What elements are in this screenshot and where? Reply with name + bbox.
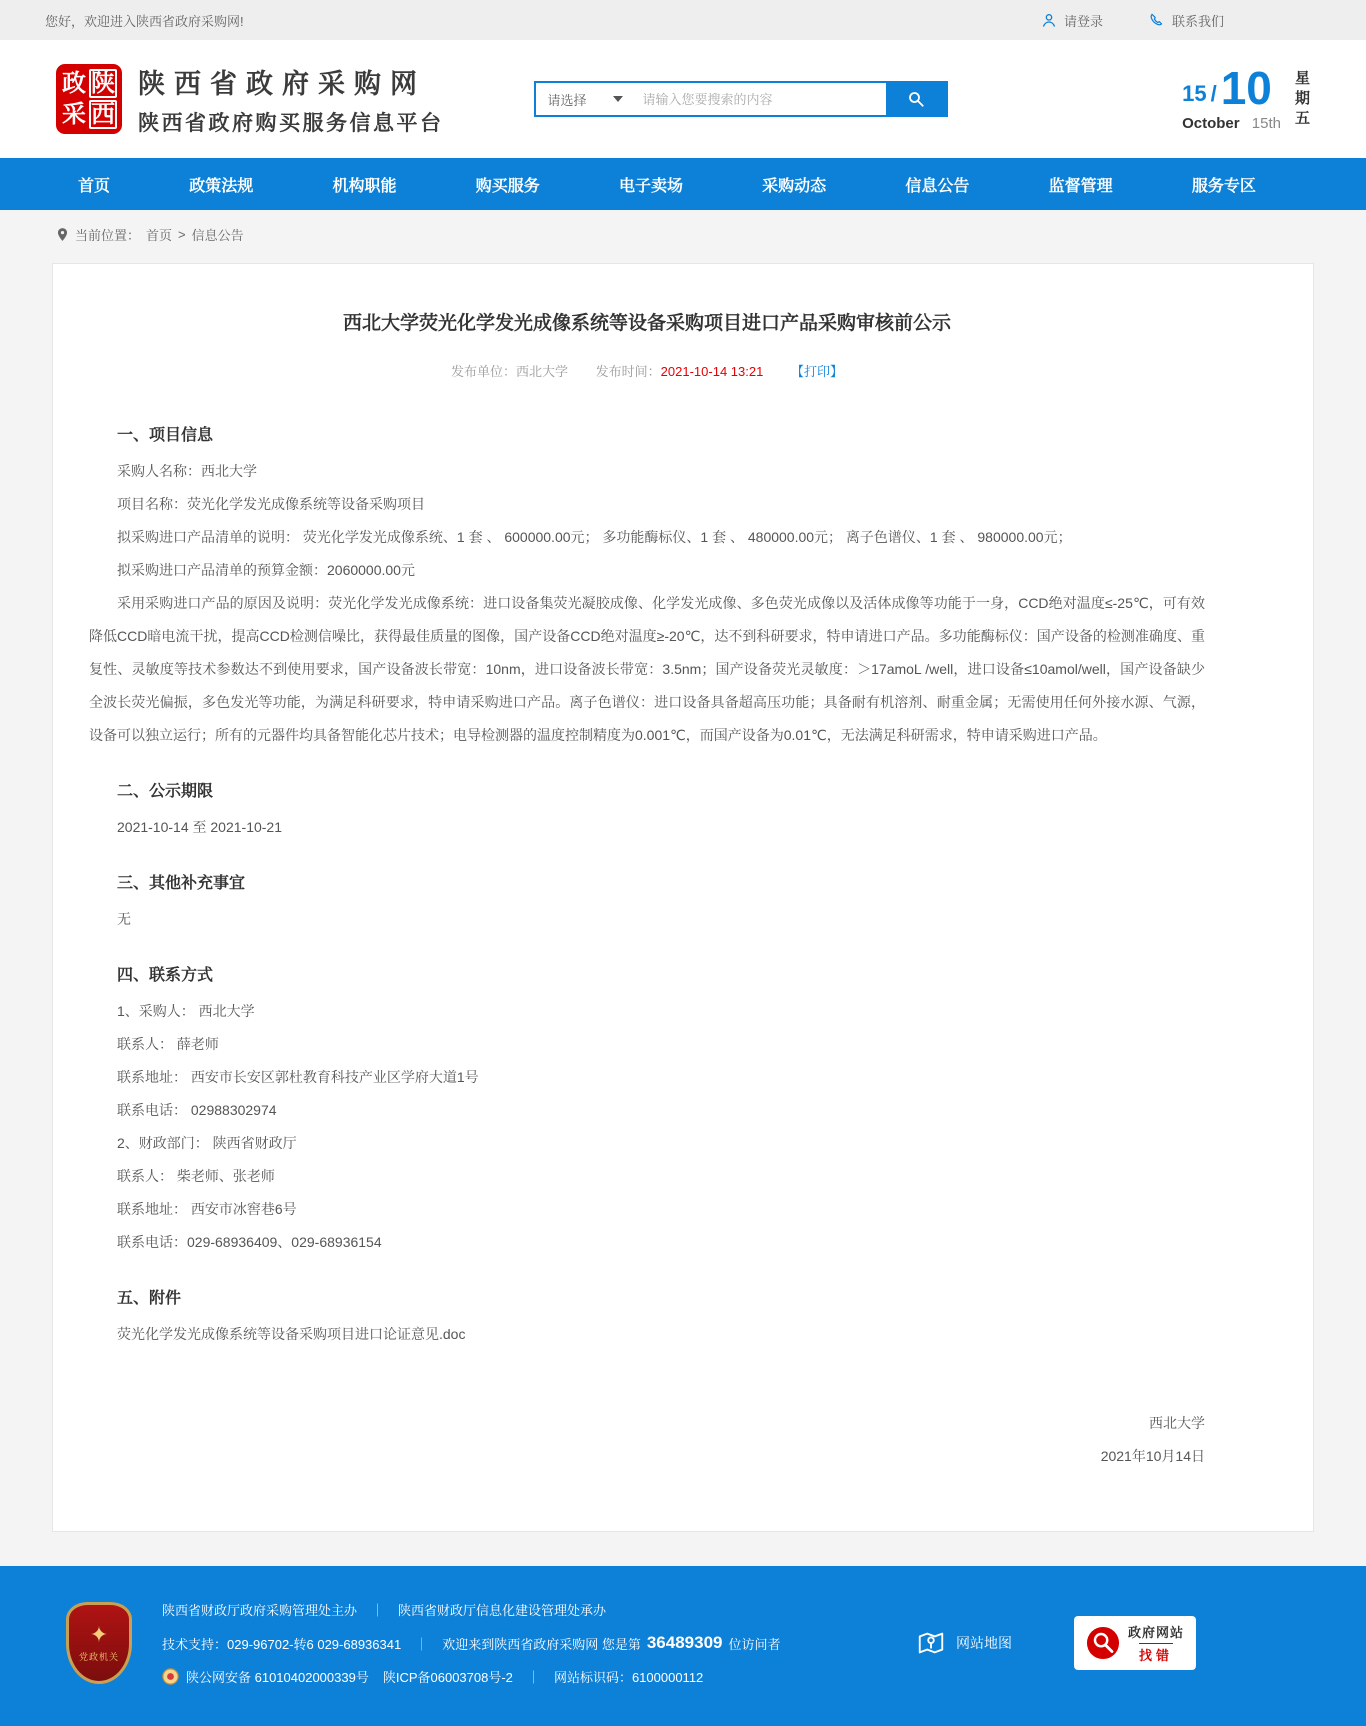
site-title: 陕西省政府采购网 bbox=[138, 68, 426, 99]
date-text bbox=[1182, 115, 1281, 132]
logo-char: 采 bbox=[62, 100, 86, 128]
login-label: 请登录 bbox=[1063, 13, 1103, 29]
footer-separator: ｜ bbox=[415, 1636, 429, 1652]
logo-char: 政 bbox=[62, 69, 86, 97]
contact-link[interactable] bbox=[1149, 11, 1224, 30]
section-other-matters bbox=[89, 870, 1205, 936]
date-slash: / bbox=[1210, 80, 1217, 106]
search-button[interactable] bbox=[886, 83, 946, 115]
nav-item-home[interactable]: 首页 bbox=[78, 177, 111, 195]
article-paragraph: 采用采购进口产品的原因及说明：荧光化学发光成像系统：进口设备集荧光凝胶成像、化学发光成像、多色荧光成像以及活体成像等功能于一身，CCD绝对温度≤-25℃，可有效降低CCD暗电流干扰，提高CCD检测信噪比，获得最佳质量的图像，国产设备CCD绝对温度≥-20℃，达不到科研要求，特申请进口产品。多功能酶标仪：国产设备的检测准确度、重复性、灵敏度等技术参数达不到使用要求，国产设备波长带宽：10nm，进口设备波长带宽：3.5nm；国产设备荧光灵敏度：＞17amoL /well，进口设备≤10amol/well，国产设备缺少全波长荧光偏振，多色发光等功能，为满足科研要求，特申请采购进口产品。离子色谱仪：进口设备具备超高压功能；具备耐有机溶剂、耐重金属；无需使用任何外接水源、气源，设备可以独立运行；所有的元器件均具备智能化芯片技术；电导检测器的温度控制精度为0.001℃，而国产设备为0.01℃，无法满足科研需求，特申请采购进口产品。 bbox=[89, 595, 1205, 743]
article-paragraph: 联系电话：029-68936409、029-68936154 bbox=[117, 1234, 382, 1250]
login-link[interactable] bbox=[1041, 11, 1103, 30]
footer-row-support bbox=[162, 1633, 781, 1653]
party-government-emblem bbox=[66, 1602, 132, 1684]
map-icon bbox=[916, 1628, 946, 1658]
signature-org: 西北大学 bbox=[1149, 1415, 1205, 1431]
article-paragraph: 采购人名称：西北大学 bbox=[117, 463, 257, 479]
breadcrumb-home-link[interactable]: 首页 bbox=[146, 228, 173, 243]
article-paragraph: 拟采购进口产品清单的说明： 荧光化学发光成像系统、1 套 、 600000.00元； 多功能酶标仪、1 套 、 480000.00元； 离子色谱仪、1 套 、 980000.00元； bbox=[117, 529, 1072, 545]
nav-item-announcements[interactable]: 信息公告 bbox=[905, 177, 970, 195]
article-body bbox=[53, 308, 1313, 1473]
gov-badge-text bbox=[1128, 1622, 1184, 1664]
breadcrumb-current: 信息公告 bbox=[191, 228, 244, 243]
publish-time bbox=[596, 364, 764, 379]
section-heading: 二、公示期限 bbox=[117, 783, 214, 800]
sitemap-link[interactable] bbox=[916, 1628, 1012, 1658]
footer-welcome-suffix: 位访问者 bbox=[728, 1636, 781, 1652]
breadcrumb bbox=[0, 210, 1366, 257]
nav-item-e-mall[interactable]: 电子卖场 bbox=[618, 177, 683, 195]
date-month-number: 10 bbox=[1220, 61, 1272, 114]
contact-label: 联系我们 bbox=[1171, 13, 1224, 29]
article-paragraph: 无 bbox=[117, 911, 131, 927]
footer-welcome-prefix: 欢迎来到陕西省政府采购网 您是第 bbox=[442, 1636, 641, 1652]
footer-row-organizers bbox=[162, 1600, 781, 1619]
emblem-label: 党政机关 bbox=[78, 1651, 119, 1662]
nav-item-functions[interactable]: 机构职能 bbox=[332, 177, 397, 195]
breadcrumb-label: 当前位置： bbox=[75, 228, 141, 243]
police-badge-icon bbox=[162, 1668, 179, 1685]
user-icon bbox=[1041, 12, 1057, 28]
date-left bbox=[1182, 61, 1281, 132]
sitemap-label: 网站地图 bbox=[956, 1635, 1012, 1651]
breadcrumb-separator: > bbox=[178, 227, 186, 242]
article-paragraph: 2021-10-14 至 2021-10-21 bbox=[117, 819, 283, 835]
site-footer bbox=[0, 1566, 1366, 1726]
brand bbox=[56, 62, 444, 137]
nav-item-procurement-news[interactable]: 采购动态 bbox=[762, 177, 827, 195]
phone-icon bbox=[1149, 12, 1165, 28]
signature-block bbox=[89, 1407, 1205, 1473]
section-heading: 四、联系方式 bbox=[117, 967, 214, 984]
top-bar bbox=[0, 0, 1366, 40]
site-header bbox=[0, 40, 1366, 158]
date-widget bbox=[1182, 61, 1310, 132]
site-code: 网站标识码：6100000112 bbox=[553, 1670, 704, 1685]
date-ordinal: 15th bbox=[1251, 114, 1281, 132]
article-paragraph: 联系人： 柴老师、张老师 bbox=[117, 1168, 275, 1184]
brand-titles bbox=[138, 62, 444, 137]
gov-badge-line2: 找错 bbox=[1139, 1643, 1173, 1664]
nav-item-purchase-services[interactable]: 购买服务 bbox=[475, 177, 540, 195]
search-input[interactable] bbox=[635, 83, 886, 115]
weekday-char: 五 bbox=[1294, 109, 1310, 127]
footer-right bbox=[916, 1616, 1196, 1670]
welcome-text: 您好，欢迎进入陕西省政府采购网! bbox=[45, 13, 244, 29]
date-numbers bbox=[1182, 61, 1281, 114]
error-report-magnifier-icon bbox=[1086, 1626, 1120, 1660]
article-paragraph: 拟采购进口产品清单的预算金额：2060000.00元 bbox=[117, 562, 415, 578]
section-heading: 一、项目信息 bbox=[117, 427, 214, 444]
attachment-link[interactable]: 荧光化学发光成像系统等设备采购项目进口论证意见.doc bbox=[117, 1326, 466, 1342]
article-paragraph: 联系地址： 西安市冰窖巷6号 bbox=[117, 1201, 297, 1217]
print-button[interactable]: 【打印】 bbox=[790, 364, 843, 379]
search-select-label: 请选择 bbox=[547, 92, 587, 108]
search-category-select[interactable] bbox=[536, 83, 635, 115]
date-month-name: October bbox=[1182, 114, 1240, 132]
nav-item-supervision[interactable]: 监督管理 bbox=[1048, 177, 1113, 195]
publisher: 发布单位：西北大学 bbox=[451, 364, 569, 379]
date-day: 15 bbox=[1182, 80, 1207, 106]
police-registration[interactable]: 陕公网安备 61010402000339号 bbox=[186, 1670, 369, 1685]
section-contact-info bbox=[89, 962, 1205, 1259]
nav-item-service-zone[interactable]: 服务专区 bbox=[1191, 177, 1256, 195]
site-logo-seal bbox=[56, 64, 122, 134]
weekday-char: 星 bbox=[1294, 69, 1310, 87]
section-heading: 五、附件 bbox=[117, 1290, 182, 1307]
search-box bbox=[534, 81, 948, 117]
signature-date: 2021年10月14日 bbox=[1100, 1448, 1205, 1464]
article-paragraph: 2、财政部门： 陕西省财政厅 bbox=[117, 1135, 297, 1151]
weekday-char: 期 bbox=[1294, 89, 1310, 107]
site-subtitle: 陕西省政府购买服务信息平台 bbox=[138, 111, 444, 135]
article-paragraph: 项目名称：荧光化学发光成像系统等设备采购项目 bbox=[117, 496, 425, 512]
logo-char: 陕 bbox=[91, 69, 115, 97]
gov-badge-line1: 政府网站 bbox=[1127, 1625, 1184, 1640]
visitor-count: 36489309 bbox=[646, 1633, 723, 1652]
section-publicity-period bbox=[89, 778, 1205, 844]
article-title: 西北大学荧光化学发光成像系统等设备采购项目进口产品采购审核前公示 bbox=[342, 313, 951, 334]
icp-registration[interactable]: 陕ICP备06003708号-2 bbox=[382, 1670, 513, 1685]
logo-char: 西 bbox=[91, 100, 115, 128]
publish-time-label: 发布时间： bbox=[595, 364, 661, 379]
article-card bbox=[52, 263, 1314, 1532]
article-paragraph: 联系电话： 02988302974 bbox=[117, 1102, 277, 1118]
emblem-star-icon: ✦ bbox=[89, 1621, 109, 1647]
footer-tech-support: 技术支持：029-96702-转6 029-68936341 bbox=[162, 1636, 402, 1652]
article-paragraph: 1、采购人： 西北大学 bbox=[117, 1003, 255, 1019]
section-attachments bbox=[89, 1285, 1205, 1351]
footer-separator: ｜ bbox=[526, 1670, 540, 1685]
footer-separator: ｜ bbox=[371, 1603, 385, 1618]
footer-row-registration bbox=[162, 1667, 781, 1686]
article-paragraph: 联系地址： 西安市长安区郭杜教育科技产业区学府大道1号 bbox=[117, 1069, 479, 1085]
top-bar-right bbox=[1041, 11, 1224, 30]
main-nav bbox=[0, 158, 1366, 210]
search-icon bbox=[907, 90, 925, 108]
chevron-down-icon bbox=[613, 96, 623, 102]
location-pin-icon bbox=[56, 227, 69, 242]
footer-organizer: 陕西省财政厅政府采购管理处主办 bbox=[162, 1603, 358, 1618]
footer-undertaker: 陕西省财政厅信息化建设管理处承办 bbox=[398, 1603, 607, 1618]
gov-site-error-report-badge[interactable] bbox=[1074, 1616, 1196, 1670]
weekday-vertical bbox=[1295, 67, 1310, 129]
article-meta bbox=[89, 361, 1205, 380]
section-heading: 三、其他补充事宜 bbox=[117, 875, 246, 892]
nav-item-policies[interactable]: 政策法规 bbox=[189, 177, 254, 195]
article-paragraph: 联系人： 薛老师 bbox=[117, 1036, 219, 1052]
main-nav-list bbox=[0, 158, 1366, 210]
publish-time-value: 2021-10-14 13:21 bbox=[660, 364, 764, 379]
footer-text bbox=[162, 1600, 781, 1686]
section-project-info bbox=[89, 422, 1205, 752]
